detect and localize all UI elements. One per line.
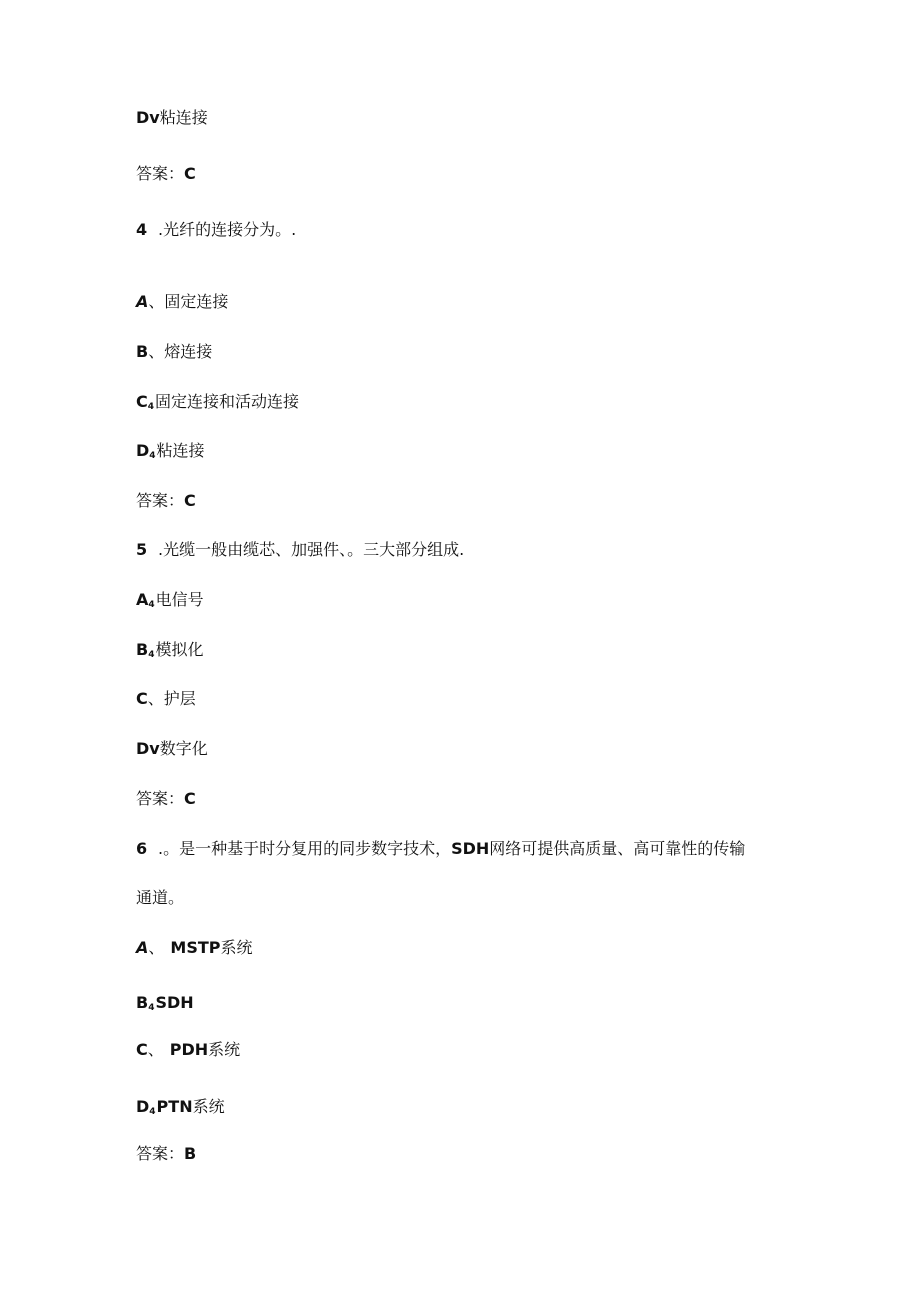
option-text: 粘连接 xyxy=(156,441,205,460)
question-4 xyxy=(136,220,296,240)
option-subscript: 4 xyxy=(147,402,155,412)
question-text: .。是一种基于时分复用的同步数字技术， xyxy=(158,839,452,858)
option-c-line xyxy=(136,392,299,417)
option-prefix: Dv xyxy=(136,739,160,758)
option-d-line xyxy=(136,739,208,759)
question-number: 6 xyxy=(136,839,148,858)
question-number: 5 xyxy=(136,540,148,559)
answer-label: 答案： xyxy=(136,164,185,183)
option-separator: 、 xyxy=(147,1040,164,1059)
option-prefix: A xyxy=(136,590,149,609)
option-prefix: A xyxy=(136,938,149,957)
answer-label: 答案： xyxy=(136,491,185,510)
option-b-line xyxy=(136,993,194,1018)
option-subscript: 4 xyxy=(148,1003,155,1013)
option-subscript: 4 xyxy=(148,650,155,660)
option-separator: 、 xyxy=(148,938,165,957)
option-prefix: C xyxy=(136,689,148,708)
question-text-cont: 网络可提供高质量、高可靠性的传输 xyxy=(489,839,746,858)
question-5 xyxy=(136,540,464,560)
option-prefix: A xyxy=(136,292,149,311)
option-subscript: 4 xyxy=(148,600,155,610)
option-subscript: 4 xyxy=(149,1107,156,1117)
question-text: 通道。 xyxy=(136,888,185,907)
answer-value: B xyxy=(184,1144,197,1163)
option-text: 粘连接 xyxy=(159,108,208,127)
option-separator: 、 xyxy=(147,689,164,708)
answer-value: C xyxy=(184,491,196,510)
option-subscript: 4 xyxy=(149,451,156,461)
question-text: .光纤的连接分为。. xyxy=(158,220,297,239)
option-text: 系统 xyxy=(220,938,253,957)
question-number: 4 xyxy=(136,220,148,239)
answer-value: C xyxy=(184,164,196,183)
option-c-line xyxy=(136,1040,240,1060)
option-prefix: D xyxy=(136,441,150,460)
option-a-line xyxy=(136,292,228,312)
option-text: 熔连接 xyxy=(164,342,213,361)
option-prefix: Dv xyxy=(136,108,160,127)
option-prefix: C xyxy=(136,392,148,411)
question-text: .光缆一般由缆芯、加强件、。三大部分组成. xyxy=(158,540,465,559)
option-term: PDH xyxy=(169,1040,209,1059)
option-a-line xyxy=(136,590,204,615)
option-term: SDH xyxy=(155,993,194,1012)
answer-line xyxy=(136,164,196,184)
option-text: 护层 xyxy=(163,689,196,708)
question-term: SDH xyxy=(451,839,490,858)
question-6-continuation xyxy=(136,888,184,908)
option-b-line xyxy=(136,640,203,665)
answer-line xyxy=(136,789,196,809)
answer-label: 答案： xyxy=(136,789,185,808)
answer-line xyxy=(136,491,196,511)
option-text: 固定连接和活动连接 xyxy=(155,392,300,411)
option-separator: 、 xyxy=(148,342,165,361)
option-text: 模拟化 xyxy=(155,640,204,659)
option-term: MSTP xyxy=(170,938,221,957)
option-c-line xyxy=(136,689,196,709)
option-term: PTN xyxy=(156,1097,193,1116)
option-text: 固定连接 xyxy=(164,292,229,311)
option-d-line xyxy=(136,108,208,128)
option-prefix: B xyxy=(136,993,149,1012)
option-d-line xyxy=(136,1097,225,1122)
answer-line xyxy=(136,1144,196,1164)
option-text: 电信号 xyxy=(155,590,204,609)
option-prefix: C xyxy=(136,1040,148,1059)
option-b-line xyxy=(136,342,212,362)
option-text: 系统 xyxy=(208,1040,241,1059)
answer-value: C xyxy=(184,789,196,808)
option-prefix: B xyxy=(136,342,149,361)
answer-label: 答案： xyxy=(136,1144,185,1163)
option-a-line xyxy=(136,938,253,958)
option-d-line xyxy=(136,441,205,466)
option-text: 数字化 xyxy=(159,739,208,758)
option-separator: 、 xyxy=(148,292,165,311)
question-6 xyxy=(136,839,745,859)
option-prefix: B xyxy=(136,640,149,659)
option-prefix: D xyxy=(136,1097,150,1116)
option-text: 系统 xyxy=(192,1097,225,1116)
